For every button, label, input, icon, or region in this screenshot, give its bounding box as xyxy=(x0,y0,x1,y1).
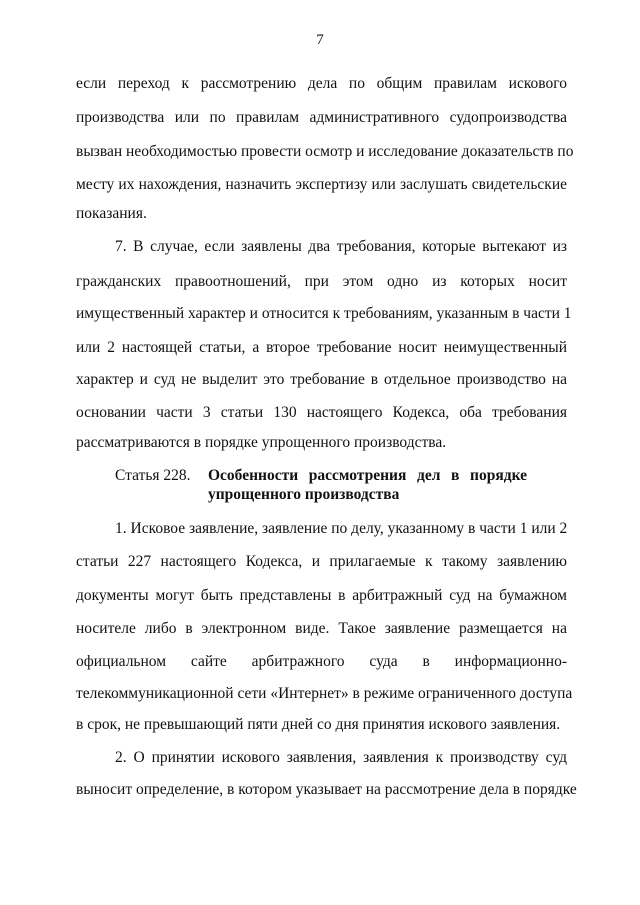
text-line: 1. Исковое заявление, заявление по делу, указанному в части 1 или 2 xyxy=(115,520,568,537)
text-line: производства или по правилам административного судопроизводства xyxy=(76,109,567,126)
text-line: телекоммуникационной сети «Интернет» в режиме ограниченного доступа xyxy=(76,685,573,702)
text-line: если переход к рассмотрению дела по общим правилам искового xyxy=(76,75,567,92)
text-line: вызван необходимостью провести осмотр и исследование доказательств по xyxy=(76,143,574,160)
text-line: основании части 3 статьи 130 настоящего Кодекса, оба требования xyxy=(76,404,567,421)
text-line: носителе либо в электронном виде. Такое заявление размещается на xyxy=(76,620,567,637)
article-title: Особенности рассмотрения дел в порядке xyxy=(208,467,527,484)
page-number: 7 xyxy=(316,32,324,48)
text-line: характер и суд не выделит это требование в отдельное производство на xyxy=(76,371,567,388)
text-line: 7. В случае, если заявлены два требования, которые вытекают из xyxy=(115,238,567,255)
article-title-continued: упрощенного производства xyxy=(208,486,400,503)
text-line: выносит определение, в котором указывает на рассмотрение дела в порядке xyxy=(76,781,577,798)
text-line: или 2 настоящей статьи, а второе требование носит неимущественный xyxy=(76,339,567,356)
text-line: статьи 227 настоящего Кодекса, и прилагаемые к такому заявлению xyxy=(76,553,567,570)
text-line: в срок, не превышающий пяти дней со дня принятия искового заявления. xyxy=(76,716,561,733)
text-line: показания. xyxy=(76,205,147,222)
text-line: месту их нахождения, назначить экспертизу или заслушать свидетельские xyxy=(76,176,567,193)
text-line: 2. О принятии искового заявления, заявления к производству суд xyxy=(115,749,567,766)
text-line: рассматриваются в порядке упрощенного производства. xyxy=(76,434,447,451)
article-label: Статья 228. xyxy=(115,467,191,484)
text-line: гражданских правоотношений, при этом одно из которых носит xyxy=(76,273,567,290)
text-line: документы могут быть представлены в арбитражный суд на бумажном xyxy=(76,587,567,604)
text-line: имущественный характер и относится к требованиям, указанным в части 1 xyxy=(76,305,572,322)
text-line: официальном сайте арбитражного суда в информационно- xyxy=(76,653,567,670)
